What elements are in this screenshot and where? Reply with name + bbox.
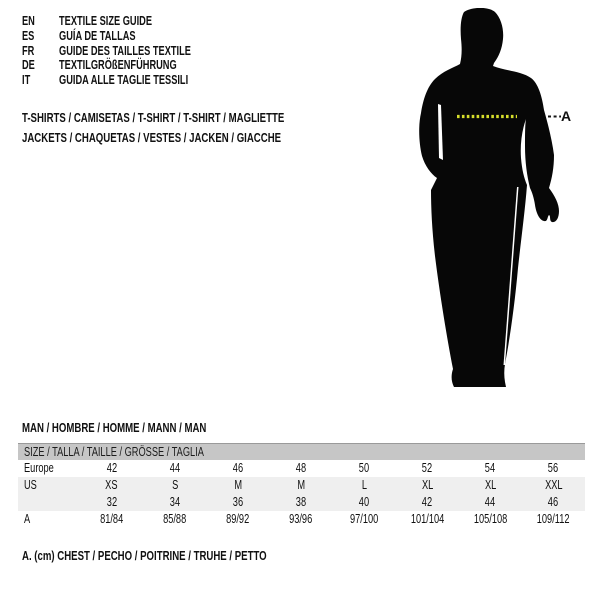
- man-silhouette: [419, 8, 559, 387]
- language-code: ES: [22, 28, 35, 43]
- measurement-label-a: A: [561, 108, 572, 124]
- product-categories: [22, 108, 376, 148]
- category-line-jackets: JACKETS / CHAQUETAS / VESTES / JACKEN / GIACCHE: [22, 130, 282, 145]
- language-row-es: [22, 29, 237, 44]
- language-row-en: [22, 14, 237, 29]
- language-label: GUÍA DE TALLAS: [59, 28, 136, 43]
- category-line-tshirts: T-SHIRTS / CAMISETAS / T-SHIRT / T-SHIRT / MAGLIETTE: [22, 110, 285, 125]
- man-silhouette-figure: [418, 8, 568, 393]
- language-code: EN: [22, 14, 35, 28]
- size-table-header: SIZE / TALLA / TAILLE / GRÖSSE / TAGLIA: [18, 443, 585, 460]
- section-title-man: MAN / HOMBRE / HOMME / MANN / MAN: [22, 420, 207, 435]
- table-row-europe: Europe 42 44 46 48 50 52 54 56: [24, 461, 559, 475]
- language-label: TEXTILE SIZE GUIDE: [59, 14, 153, 28]
- language-label: GUIDE DES TAILLES TEXTILE: [59, 43, 191, 58]
- size-table: [18, 443, 585, 528]
- language-label: GUIDA ALLE TAGLIE TESSILI: [59, 73, 189, 88]
- row-label: A: [24, 512, 31, 526]
- table-row-a-chest: A 81/84 85/88 89/92 93/96 97/100 101/104 105/108 109/112: [24, 512, 570, 526]
- language-guide-list: [22, 14, 237, 88]
- language-row-it: [22, 73, 237, 88]
- language-row-fr: [22, 44, 237, 59]
- language-row-de: [22, 58, 237, 73]
- language-code: DE: [22, 58, 35, 73]
- language-code: IT: [22, 73, 31, 88]
- row-label: Europe: [24, 461, 54, 475]
- table-row-us: US XS S M M L XL XL XXL: [18, 477, 585, 494]
- row-label: US: [24, 478, 37, 492]
- table-row-uk: 32 34 36 38 40 42 44 46: [18, 494, 585, 511]
- language-code: FR: [22, 43, 35, 58]
- language-label: TEXTILGRÖßENFÜHRUNG: [59, 58, 177, 73]
- measurement-footnote: A. (cm) CHEST / PECHO / POITRINE / TRUHE / PETTO: [22, 548, 267, 563]
